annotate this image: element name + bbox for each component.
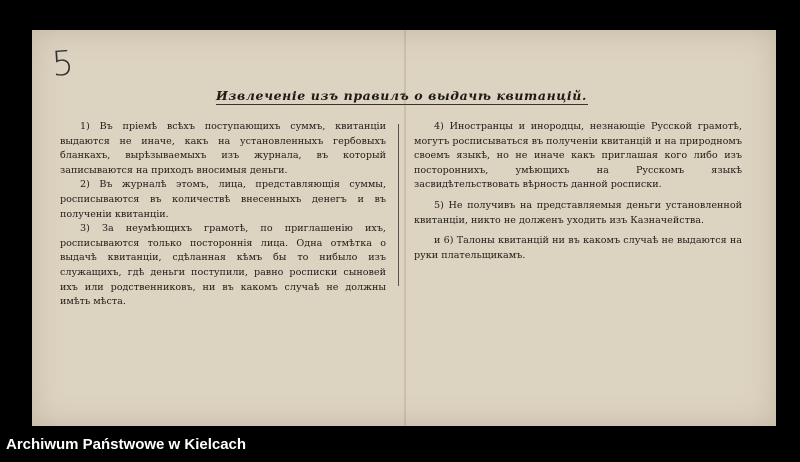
title-underline [216,104,588,105]
column-divider [398,124,399,286]
rule-paragraph-6: и 6) Талоны квитанцій ни въ какомъ случаѣ не выдаются на руки плательщикамъ. [414,235,742,261]
rule-paragraph-4: 4) Иностранцы и инородцы, незнающіе Русской грамотѣ, могутъ росписываться въ полученіи квитанцій и на природномъ своемъ языкѣ, но не иначе какъ приглашая кого либо изъ постороннихъ, умѣющихъ на Русскомъ языкѣ засвидѣтельствовать вѣрность данной росписки. [414,121,742,191]
right-column [414,120,742,269]
rule-paragraph-1: 1) Въ пріемѣ всѣхъ поступающихъ суммъ, квитанціи выдаются не иначе, какъ на установленныхъ гербовыхъ бланкахъ, вырѣзываемыхъ изъ журнала, въ который записываются на приходъ вносимыя деньги. [60,121,386,176]
handwritten-number: 5 [50,43,76,85]
rule-paragraph-5: 5) Не получивъ на представляемыя деньги установленной квитанціи, никто не долженъ уходить изъ Казначейства. [414,199,742,226]
rule-paragraph-2: 2) Въ журналѣ этомъ, лица, представляющія суммы, росписываются въ количествѣ внесенныхъ денегъ и въ полученіи квитанціи. [60,179,386,220]
archive-caption: Archiwum Państwowe w Kielcach [6,436,247,453]
left-column [60,120,386,310]
document-title: Извлеченіе изъ правилъ о выдачѣ квитанцій. [216,88,587,103]
rule-paragraph-3: 3) За неумѣющихъ грамотѣ, по приглашенію ихъ, росписываются только постороннія лица. Одна отмѣтка о выдачѣ квитанціи, сдѣланная кѣмъ бы то нибыло изъ служащихъ, гдѣ деньги поступили, равно росписки сыновей ихъ или родственниковъ, ни въ какомъ случаѣ не должны имѣть мѣста. [60,223,386,308]
